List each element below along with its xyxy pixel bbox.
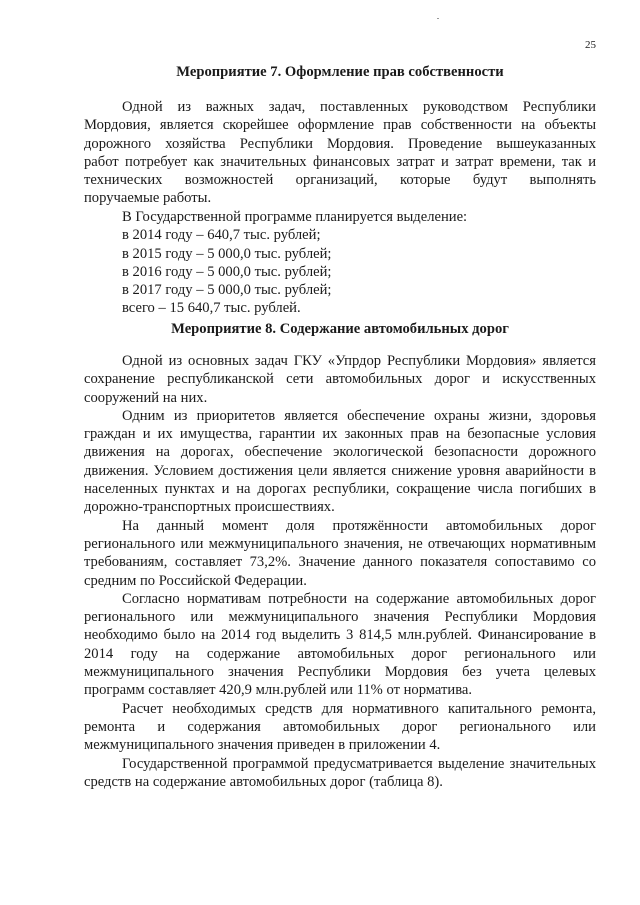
paragraph-line: технических возможностей организаций, которые будут выполнять — [84, 172, 596, 189]
scan-speck — [437, 18, 439, 19]
page-number: 25 — [585, 39, 596, 51]
paragraph: Расчет необходимых средств для нормативного капитального ремонта, ремонта и содержания автомобильных дорог регионального или межмуниципального значения приведен в приложении 4. — [84, 700, 596, 754]
funding-item: в 2015 году – 5 000,0 тыс. рублей; — [122, 245, 332, 262]
funding-item: в 2016 году – 5 000,0 тыс. рублей; — [122, 263, 332, 280]
section-7-heading: Мероприятие 7. Оформление прав собственности — [176, 64, 504, 80]
paragraph: Государственной программой предусматривается выделение значительных средств на содержание автомобильных дорог (таблица 8). — [84, 755, 596, 790]
paragraph: Одним из приоритетов является обеспечение охраны жизни, здоровья граждан и их имущества, гарантии их законных прав на безопасные условия движения на дорогах, обеспечение экологической безопасности дорожного движения. Условием достижения цели является снижение уровня аварийности в населенных пунктах и на дорогах республики, сокращение числа погибших в дорожно-транспортных происшествиях. — [84, 407, 596, 516]
section-8-heading: Мероприятие 8. Содержание автомобильных дорог — [171, 321, 509, 337]
paragraph: Одной из основных задач ГКУ «Упрдор Республики Мордовия» является сохранение республиканской сети автомобильных дорог и искусственных сооружений на них. — [84, 353, 596, 406]
section-7-paragraph — [84, 98, 596, 208]
paragraph-line: Одной из важных задач, поставленных руководством Республики — [122, 99, 596, 115]
paragraph-line: дорожного хозяйства Республики Мордовия. Проведение вышеуказанных — [84, 135, 596, 152]
paragraph-line: поручаемые работы. — [84, 190, 212, 207]
funding-total: всего – 15 640,7 тыс. рублей. — [122, 300, 301, 317]
funding-intro: В Государственной программе планируется выделение: — [122, 209, 468, 225]
section-8-body — [84, 352, 596, 791]
funding-item: в 2014 году – 640,7 тыс. рублей; — [122, 227, 321, 244]
paragraph: Согласно нормативам потребности на содержание автомобильных дорог регионального или межмуниципального значения Республики Мордовия необходимо было на 2014 год выделить 3 814,5 млн.рублей. Финансирование в 2014 году на содержание автомобильных дорог регионального или межмуниципального значения Республики Мордовия без учета целевых программ составляет 420,9 млн.рублей или 11% от норматива. — [84, 590, 596, 699]
paragraph: На данный момент доля протяжённости автомобильных дорог регионального или межмуниципального значения, не отвечающих нормативным требованиям, составляет 73,2%. Значение данного показателя сопоставимо со средним по Российской Федерации. — [84, 517, 596, 589]
funding-list — [84, 208, 596, 318]
paragraph-line: Мордовия, является скорейшее оформление прав собственности на объекты — [84, 117, 596, 134]
funding-item: в 2017 году – 5 000,0 тыс. рублей; — [122, 282, 332, 299]
paragraph-line: работ потребует как значительных финансовых затрат и затрат времени, так и — [84, 153, 596, 170]
